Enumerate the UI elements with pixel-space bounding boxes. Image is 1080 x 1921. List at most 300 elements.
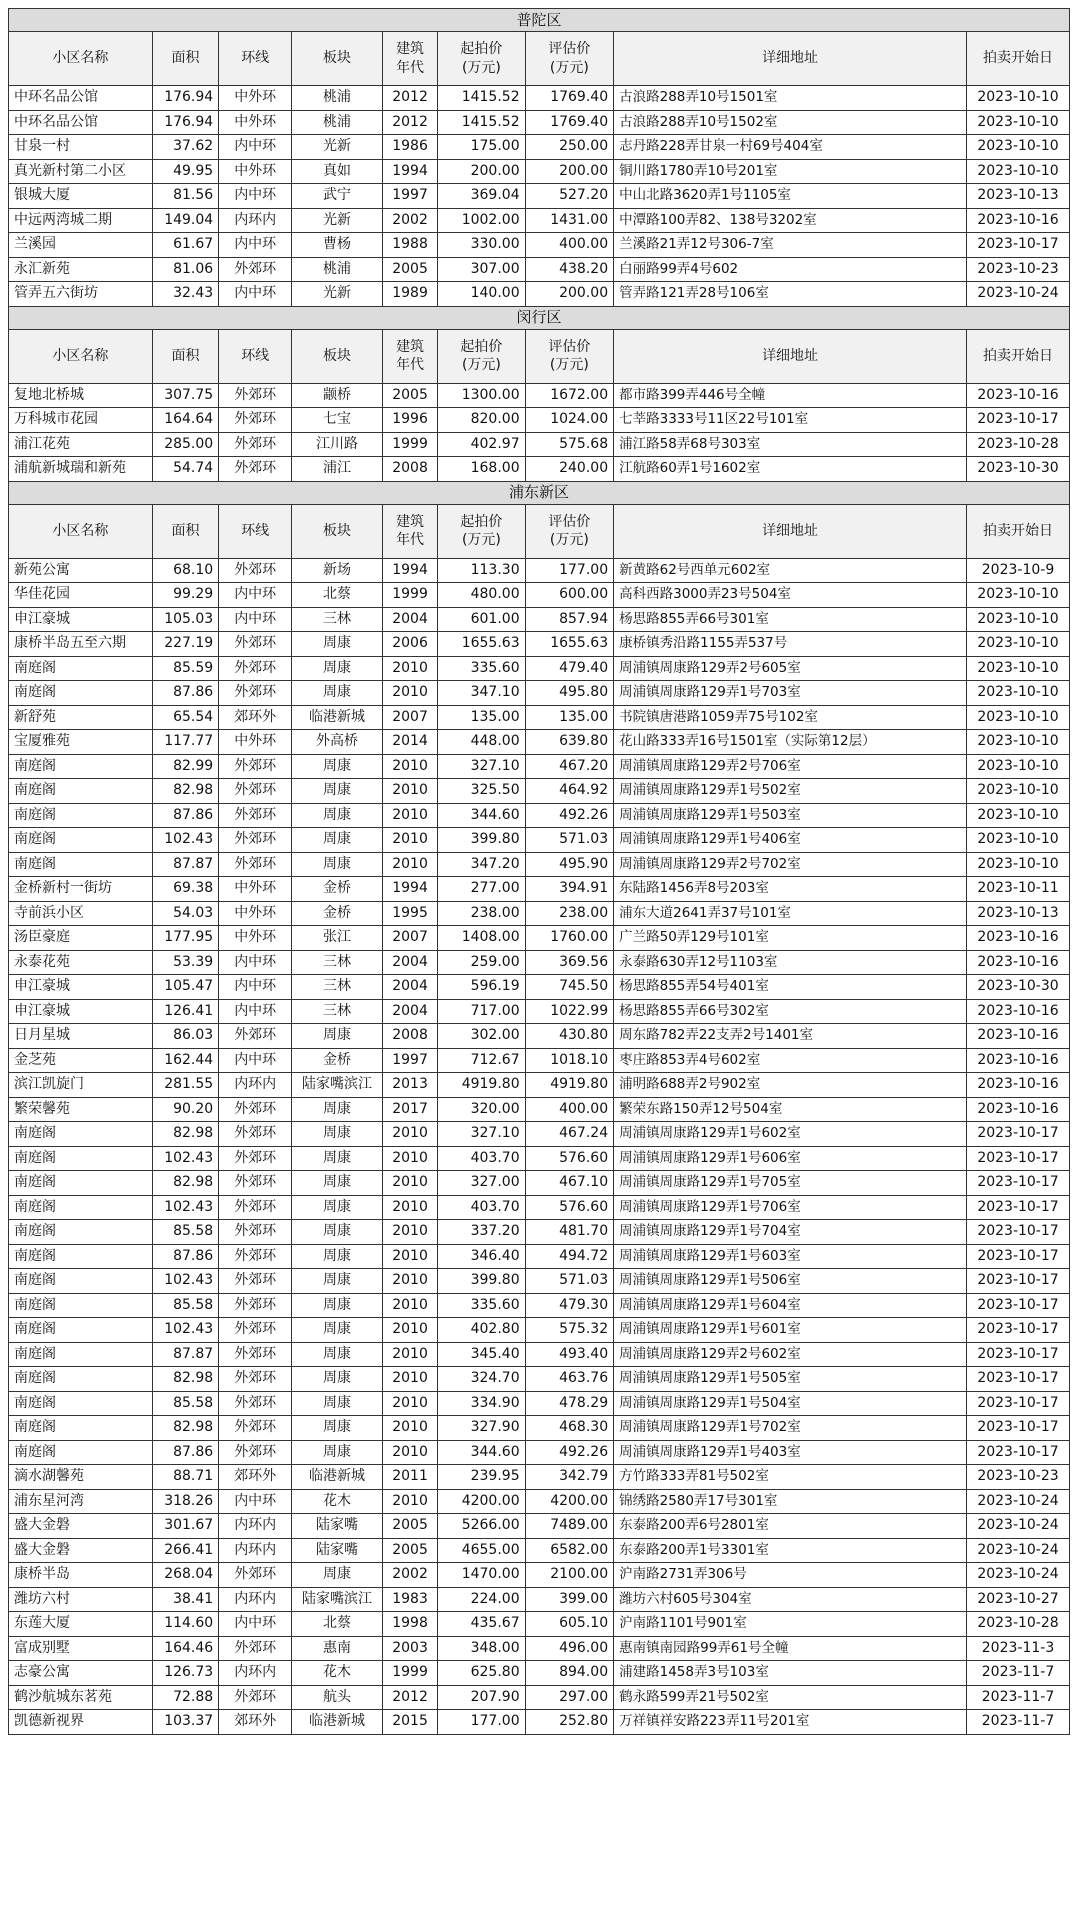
cell-year: 1994 <box>382 558 437 583</box>
cell-block: 三林 <box>292 607 383 632</box>
table-row <box>9 950 1070 975</box>
table-row <box>9 656 1070 681</box>
table-row <box>9 901 1070 926</box>
cell-year: 2015 <box>382 1710 437 1735</box>
cell-ring: 外郊环 <box>219 1636 292 1661</box>
cell-date: 2023-10-17 <box>967 1171 1070 1196</box>
cell-start: 135.00 <box>438 705 525 730</box>
column-header-year <box>382 504 437 558</box>
cell-block: 金桥 <box>292 901 383 926</box>
cell-year: 1983 <box>382 1587 437 1612</box>
cell-eval: 527.20 <box>525 184 614 209</box>
cell-block: 周康 <box>292 828 383 853</box>
cell-date: 2023-10-10 <box>967 705 1070 730</box>
cell-name: 南庭阁 <box>9 1318 153 1343</box>
table-row <box>9 632 1070 657</box>
cell-block: 花木 <box>292 1489 383 1514</box>
table-row <box>9 1244 1070 1269</box>
table-row <box>9 730 1070 755</box>
cell-date: 2023-10-17 <box>967 1342 1070 1367</box>
cell-start: 344.60 <box>438 1440 525 1465</box>
column-header-line: 板块 <box>323 50 352 67</box>
cell-block: 光新 <box>292 135 383 160</box>
cell-name: 繁荣馨苑 <box>9 1097 153 1122</box>
cell-start: 259.00 <box>438 950 525 975</box>
cell-eval: 496.00 <box>525 1636 614 1661</box>
cell-start: 334.90 <box>438 1391 525 1416</box>
cell-ring: 内中环 <box>219 233 292 258</box>
cell-year: 1999 <box>382 1661 437 1686</box>
cell-name: 寺前浜小区 <box>9 901 153 926</box>
cell-year: 2010 <box>382 1122 437 1147</box>
cell-ring: 外郊环 <box>219 681 292 706</box>
cell-addr: 江航路60弄1号1602室 <box>614 457 967 482</box>
cell-ring: 内环内 <box>219 1587 292 1612</box>
cell-block: 三林 <box>292 999 383 1024</box>
cell-start: 1300.00 <box>438 383 525 408</box>
cell-date: 2023-10-17 <box>967 1269 1070 1294</box>
column-header-line: 详细地址 <box>762 522 819 539</box>
cell-eval: 492.26 <box>525 1440 614 1465</box>
cell-name: 华佳花园 <box>9 583 153 608</box>
cell-start: 344.60 <box>438 803 525 828</box>
cell-addr: 周浦镇周康路129弄1号704室 <box>614 1220 967 1245</box>
column-header-line: 小区名称 <box>52 522 109 539</box>
cell-year: 2004 <box>382 607 437 632</box>
cell-area: 54.74 <box>152 457 218 482</box>
table-row <box>9 1146 1070 1171</box>
cell-ring: 外郊环 <box>219 383 292 408</box>
cell-area: 307.75 <box>152 383 218 408</box>
cell-year: 2010 <box>382 1318 437 1343</box>
column-header-area <box>152 32 218 86</box>
cell-block: 江川路 <box>292 432 383 457</box>
table-row <box>9 110 1070 135</box>
column-header-line: (万元) <box>549 532 589 548</box>
cell-area: 102.43 <box>152 1318 218 1343</box>
cell-eval: 479.40 <box>525 656 614 681</box>
table-row <box>9 1710 1070 1735</box>
column-header-date <box>967 32 1070 86</box>
cell-start: 347.10 <box>438 681 525 706</box>
cell-area: 102.43 <box>152 828 218 853</box>
cell-start: 1408.00 <box>438 926 525 951</box>
table-row <box>9 1048 1070 1073</box>
cell-date: 2023-10-16 <box>967 999 1070 1024</box>
table-row <box>9 184 1070 209</box>
cell-year: 2011 <box>382 1465 437 1490</box>
cell-ring: 内中环 <box>219 975 292 1000</box>
cell-addr: 浦东大道2641弄37号101室 <box>614 901 967 926</box>
cell-block: 周康 <box>292 852 383 877</box>
column-header-line: 起拍价 <box>460 513 503 530</box>
cell-year: 1996 <box>382 408 437 433</box>
column-header-line: 板块 <box>323 347 352 364</box>
cell-year: 2010 <box>382 828 437 853</box>
cell-area: 61.67 <box>152 233 218 258</box>
cell-area: 85.58 <box>152 1293 218 1318</box>
cell-block: 临港新城 <box>292 1465 383 1490</box>
cell-eval: 576.60 <box>525 1146 614 1171</box>
cell-eval: 400.00 <box>525 233 614 258</box>
cell-ring: 外郊环 <box>219 1342 292 1367</box>
cell-date: 2023-10-17 <box>967 1220 1070 1245</box>
cell-year: 2010 <box>382 779 437 804</box>
cell-date: 2023-10-17 <box>967 1244 1070 1269</box>
cell-addr: 周浦镇周康路129弄1号503室 <box>614 803 967 828</box>
cell-area: 87.87 <box>152 1342 218 1367</box>
cell-eval: 479.30 <box>525 1293 614 1318</box>
column-header-line: 起拍价 <box>460 338 503 355</box>
cell-name: 富成别墅 <box>9 1636 153 1661</box>
cell-block: 新场 <box>292 558 383 583</box>
cell-eval: 1769.40 <box>525 86 614 111</box>
cell-area: 164.64 <box>152 408 218 433</box>
cell-area: 105.47 <box>152 975 218 1000</box>
cell-ring: 中外环 <box>219 730 292 755</box>
cell-addr: 周东路782弄22支弄2号1401室 <box>614 1024 967 1049</box>
cell-area: 268.04 <box>152 1563 218 1588</box>
cell-start: 320.00 <box>438 1097 525 1122</box>
column-header-name <box>9 504 153 558</box>
cell-start: 1655.63 <box>438 632 525 657</box>
cell-eval: 252.80 <box>525 1710 614 1735</box>
cell-name: 南庭阁 <box>9 1195 153 1220</box>
cell-ring: 内中环 <box>219 1048 292 1073</box>
cell-eval: 369.56 <box>525 950 614 975</box>
cell-block: 周康 <box>292 1024 383 1049</box>
cell-eval: 6582.00 <box>525 1538 614 1563</box>
column-header-addr <box>614 504 967 558</box>
cell-name: 金芝苑 <box>9 1048 153 1073</box>
cell-start: 403.70 <box>438 1146 525 1171</box>
cell-addr: 周浦镇周康路129弄1号505室 <box>614 1367 967 1392</box>
cell-block: 陆家嘴滨江 <box>292 1587 383 1612</box>
cell-addr: 周浦镇周康路129弄1号406室 <box>614 828 967 853</box>
cell-eval: 1672.00 <box>525 383 614 408</box>
cell-area: 281.55 <box>152 1073 218 1098</box>
cell-ring: 中外环 <box>219 159 292 184</box>
cell-area: 102.43 <box>152 1146 218 1171</box>
cell-date: 2023-10-30 <box>967 975 1070 1000</box>
cell-ring: 外郊环 <box>219 1244 292 1269</box>
cell-year: 2017 <box>382 1097 437 1122</box>
cell-eval: 467.20 <box>525 754 614 779</box>
cell-name: 潍坊六村 <box>9 1587 153 1612</box>
cell-start: 327.00 <box>438 1171 525 1196</box>
cell-name: 南庭阁 <box>9 852 153 877</box>
table-row <box>9 1367 1070 1392</box>
cell-addr: 杨思路855弄66号302室 <box>614 999 967 1024</box>
cell-ring: 中外环 <box>219 86 292 111</box>
cell-date: 2023-10-10 <box>967 110 1070 135</box>
column-header-area <box>152 329 218 383</box>
cell-addr: 锦绣路2580弄17号301室 <box>614 1489 967 1514</box>
cell-addr: 惠南镇南园路99弄61号全幢 <box>614 1636 967 1661</box>
table-row <box>9 705 1070 730</box>
cell-name: 南庭阁 <box>9 1146 153 1171</box>
cell-block: 周康 <box>292 1220 383 1245</box>
table-row <box>9 1440 1070 1465</box>
cell-year: 2010 <box>382 754 437 779</box>
table-row <box>9 803 1070 828</box>
cell-ring: 外郊环 <box>219 852 292 877</box>
cell-start: 5266.00 <box>438 1514 525 1539</box>
cell-year: 2012 <box>382 1685 437 1710</box>
cell-name: 复地北桥城 <box>9 383 153 408</box>
cell-ring: 中外环 <box>219 877 292 902</box>
cell-eval: 342.79 <box>525 1465 614 1490</box>
cell-addr: 方竹路333弄81号502室 <box>614 1465 967 1490</box>
cell-start: 1470.00 <box>438 1563 525 1588</box>
table-row <box>9 1220 1070 1245</box>
cell-date: 2023-10-17 <box>967 1293 1070 1318</box>
column-header-line: 建筑 <box>396 338 425 355</box>
cell-addr: 周浦镇周康路129弄2号605室 <box>614 656 967 681</box>
cell-block: 航头 <box>292 1685 383 1710</box>
cell-addr: 周浦镇周康路129弄1号706室 <box>614 1195 967 1220</box>
cell-date: 2023-10-24 <box>967 1563 1070 1588</box>
cell-block: 花木 <box>292 1661 383 1686</box>
cell-area: 227.19 <box>152 632 218 657</box>
column-header-block <box>292 504 383 558</box>
cell-ring: 外郊环 <box>219 257 292 282</box>
cell-block: 陆家嘴 <box>292 1514 383 1539</box>
table-row <box>9 1391 1070 1416</box>
cell-block: 金桥 <box>292 877 383 902</box>
cell-date: 2023-10-28 <box>967 432 1070 457</box>
cell-year: 1994 <box>382 877 437 902</box>
cell-start: 1415.52 <box>438 86 525 111</box>
table-row <box>9 135 1070 160</box>
column-header-line: 建筑 <box>396 513 425 530</box>
cell-area: 301.67 <box>152 1514 218 1539</box>
cell-eval: 468.30 <box>525 1416 614 1441</box>
column-header-ring <box>219 32 292 86</box>
cell-eval: 463.76 <box>525 1367 614 1392</box>
cell-start: 399.80 <box>438 828 525 853</box>
cell-start: 625.80 <box>438 1661 525 1686</box>
column-header-addr <box>614 32 967 86</box>
cell-eval: 240.00 <box>525 457 614 482</box>
cell-year: 2007 <box>382 705 437 730</box>
cell-eval: 297.00 <box>525 1685 614 1710</box>
cell-year: 2005 <box>382 1514 437 1539</box>
cell-area: 72.88 <box>152 1685 218 1710</box>
cell-block: 周康 <box>292 754 383 779</box>
cell-addr: 周浦镇周康路129弄2号702室 <box>614 852 967 877</box>
cell-year: 2008 <box>382 1024 437 1049</box>
cell-year: 2014 <box>382 730 437 755</box>
cell-date: 2023-10-24 <box>967 282 1070 307</box>
cell-area: 82.98 <box>152 1416 218 1441</box>
column-header-line: 评估价 <box>548 41 591 58</box>
column-header-line: 面积 <box>171 50 200 67</box>
cell-eval: 571.03 <box>525 1269 614 1294</box>
column-header-block <box>292 32 383 86</box>
column-header-ring <box>219 504 292 558</box>
cell-ring: 外郊环 <box>219 1024 292 1049</box>
cell-start: 4200.00 <box>438 1489 525 1514</box>
district-row <box>9 306 1070 329</box>
cell-area: 68.10 <box>152 558 218 583</box>
cell-date: 2023-10-17 <box>967 1391 1070 1416</box>
cell-addr: 周浦镇周康路129弄1号705室 <box>614 1171 967 1196</box>
cell-year: 1995 <box>382 901 437 926</box>
column-header-line: 环线 <box>241 347 270 364</box>
cell-area: 164.46 <box>152 1636 218 1661</box>
cell-year: 2004 <box>382 999 437 1024</box>
cell-area: 54.03 <box>152 901 218 926</box>
cell-addr: 周浦镇周康路129弄1号603室 <box>614 1244 967 1269</box>
table-row <box>9 208 1070 233</box>
cell-ring: 郊环外 <box>219 705 292 730</box>
cell-year: 1994 <box>382 159 437 184</box>
cell-ring: 外郊环 <box>219 1318 292 1343</box>
cell-start: 717.00 <box>438 999 525 1024</box>
cell-start: 403.70 <box>438 1195 525 1220</box>
cell-start: 335.60 <box>438 656 525 681</box>
cell-eval: 576.60 <box>525 1195 614 1220</box>
cell-year: 1999 <box>382 432 437 457</box>
cell-addr: 浦明路688弄2号902室 <box>614 1073 967 1098</box>
cell-name: 浦航新城瑞和新苑 <box>9 457 153 482</box>
cell-year: 2010 <box>382 1195 437 1220</box>
cell-block: 三林 <box>292 950 383 975</box>
cell-year: 2010 <box>382 1367 437 1392</box>
cell-date: 2023-10-17 <box>967 1195 1070 1220</box>
cell-area: 176.94 <box>152 86 218 111</box>
cell-name: 申江豪城 <box>9 999 153 1024</box>
cell-eval: 600.00 <box>525 583 614 608</box>
cell-eval: 400.00 <box>525 1097 614 1122</box>
cell-ring: 郊环外 <box>219 1465 292 1490</box>
cell-block: 张江 <box>292 926 383 951</box>
cell-date: 2023-10-10 <box>967 730 1070 755</box>
cell-area: 85.59 <box>152 656 218 681</box>
cell-area: 126.41 <box>152 999 218 1024</box>
cell-eval: 605.10 <box>525 1612 614 1637</box>
cell-block: 周康 <box>292 1097 383 1122</box>
cell-addr: 杨思路855弄54号401室 <box>614 975 967 1000</box>
cell-ring: 中外环 <box>219 926 292 951</box>
cell-eval: 238.00 <box>525 901 614 926</box>
cell-addr: 书院镇唐港路1059弄75号102室 <box>614 705 967 730</box>
cell-name: 汤臣豪庭 <box>9 926 153 951</box>
cell-year: 1989 <box>382 282 437 307</box>
cell-addr: 周浦镇周康路129弄1号502室 <box>614 779 967 804</box>
cell-start: 820.00 <box>438 408 525 433</box>
cell-name: 盛大金磐 <box>9 1538 153 1563</box>
cell-date: 2023-10-10 <box>967 754 1070 779</box>
cell-start: 207.90 <box>438 1685 525 1710</box>
cell-start: 4919.80 <box>438 1073 525 1098</box>
cell-ring: 内中环 <box>219 999 292 1024</box>
cell-addr: 东陆路1456弄8号203室 <box>614 877 967 902</box>
cell-area: 177.95 <box>152 926 218 951</box>
cell-block: 周康 <box>292 681 383 706</box>
cell-addr: 兰溪路21弄12号306-7室 <box>614 233 967 258</box>
cell-year: 1997 <box>382 184 437 209</box>
cell-area: 87.86 <box>152 803 218 828</box>
cell-block: 七宝 <box>292 408 383 433</box>
cell-date: 2023-10-23 <box>967 1465 1070 1490</box>
cell-date: 2023-11-7 <box>967 1710 1070 1735</box>
cell-date: 2023-10-17 <box>967 233 1070 258</box>
cell-area: 126.73 <box>152 1661 218 1686</box>
cell-block: 临港新城 <box>292 1710 383 1735</box>
cell-name: 盛大金磐 <box>9 1514 153 1539</box>
column-header-line: 环线 <box>241 50 270 67</box>
column-header-eval <box>525 329 614 383</box>
cell-start: 402.97 <box>438 432 525 457</box>
cell-eval: 857.94 <box>525 607 614 632</box>
cell-name: 浦东星河湾 <box>9 1489 153 1514</box>
column-header-line: 拍卖开始日 <box>983 522 1053 539</box>
cell-area: 105.03 <box>152 607 218 632</box>
cell-date: 2023-10-23 <box>967 257 1070 282</box>
cell-block: 武宁 <box>292 184 383 209</box>
cell-start: 4655.00 <box>438 1538 525 1563</box>
cell-start: 277.00 <box>438 877 525 902</box>
cell-date: 2023-10-17 <box>967 1122 1070 1147</box>
cell-start: 238.00 <box>438 901 525 926</box>
cell-ring: 外郊环 <box>219 1269 292 1294</box>
cell-date: 2023-10-17 <box>967 1367 1070 1392</box>
cell-ring: 内环内 <box>219 208 292 233</box>
cell-ring: 外郊环 <box>219 1122 292 1147</box>
column-header-line: 详细地址 <box>762 50 819 67</box>
cell-eval: 200.00 <box>525 159 614 184</box>
cell-name: 中远两湾城二期 <box>9 208 153 233</box>
cell-ring: 内中环 <box>219 1489 292 1514</box>
cell-area: 114.60 <box>152 1612 218 1637</box>
cell-name: 南庭阁 <box>9 1122 153 1147</box>
cell-start: 337.20 <box>438 1220 525 1245</box>
cell-start: 1415.52 <box>438 110 525 135</box>
cell-block: 北蔡 <box>292 583 383 608</box>
cell-eval: 481.70 <box>525 1220 614 1245</box>
district-row <box>9 481 1070 504</box>
cell-name: 康桥半岛 <box>9 1563 153 1588</box>
cell-area: 85.58 <box>152 1220 218 1245</box>
cell-area: 49.95 <box>152 159 218 184</box>
cell-addr: 中山北路3620弄1号1105室 <box>614 184 967 209</box>
cell-addr: 周浦镇周康路129弄1号604室 <box>614 1293 967 1318</box>
cell-ring: 内环内 <box>219 1661 292 1686</box>
cell-area: 32.43 <box>152 282 218 307</box>
cell-area: 176.94 <box>152 110 218 135</box>
cell-area: 82.98 <box>152 1171 218 1196</box>
cell-ring: 外郊环 <box>219 828 292 853</box>
cell-date: 2023-10-10 <box>967 607 1070 632</box>
cell-eval: 2100.00 <box>525 1563 614 1588</box>
cell-eval: 1022.99 <box>525 999 614 1024</box>
table-row <box>9 583 1070 608</box>
cell-start: 239.95 <box>438 1465 525 1490</box>
column-header-row <box>9 504 1070 558</box>
cell-block: 周康 <box>292 1416 383 1441</box>
cell-addr: 浦建路1458弄3号103室 <box>614 1661 967 1686</box>
cell-block: 桃浦 <box>292 86 383 111</box>
cell-area: 90.20 <box>152 1097 218 1122</box>
cell-name: 南庭阁 <box>9 1220 153 1245</box>
cell-eval: 394.91 <box>525 877 614 902</box>
table-row <box>9 1636 1070 1661</box>
cell-year: 1986 <box>382 135 437 160</box>
table-row <box>9 159 1070 184</box>
cell-date: 2023-10-30 <box>967 457 1070 482</box>
